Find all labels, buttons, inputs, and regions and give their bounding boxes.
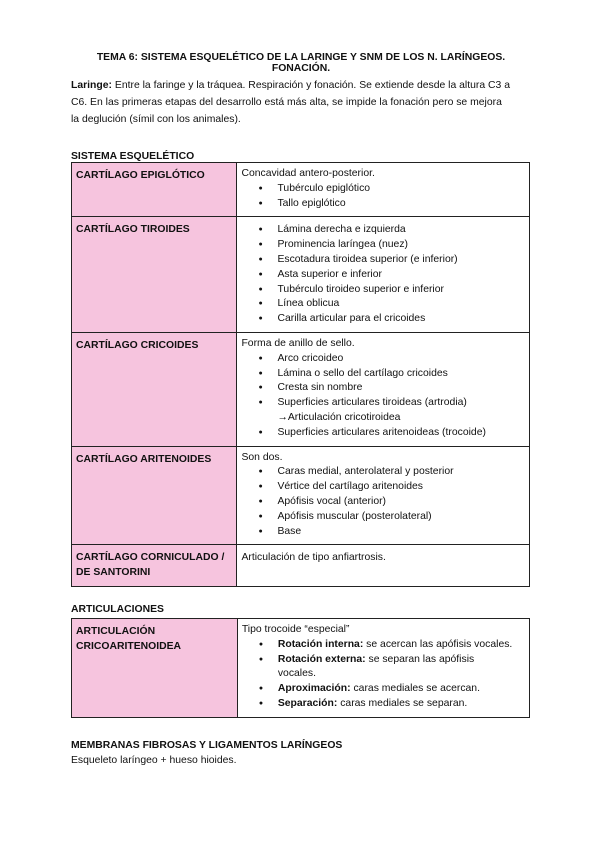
list-item-text: se acercan las apófisis vocales. bbox=[363, 638, 513, 650]
list-item-text: caras mediales se acercan. bbox=[350, 683, 480, 695]
list-item: ● Asta superior e inferior bbox=[277, 268, 525, 283]
list-item: ● Arco cricoideo bbox=[277, 352, 525, 367]
joint-table bbox=[71, 618, 530, 718]
row-heading: CARTÍLAGO TIROIDES bbox=[72, 217, 237, 333]
row-content bbox=[237, 332, 530, 446]
row-heading-line-2: DE SANTORINI bbox=[76, 567, 151, 579]
arrow-note: →Articulación cricotiroidea bbox=[277, 411, 401, 423]
row-description: Concavidad antero-posterior. bbox=[241, 168, 375, 179]
list-item: ● Escotadura tiroidea superior (e inferior) bbox=[277, 253, 525, 268]
row-content bbox=[237, 618, 529, 717]
bullet-list bbox=[241, 223, 525, 327]
list-item-term: Rotación externa: bbox=[277, 653, 366, 665]
table-row bbox=[72, 545, 530, 587]
document-title: TEMA 6: SISTEMA ESQUELÉTICO DE LA LARINGE Y SNM DE LOS N. LARÍNGEOS. FONACIÓN. bbox=[96, 52, 506, 74]
row-description: Articulación de tipo anfiartrosis. bbox=[241, 552, 386, 564]
intro-line-1: Entre la faringe y la tráquea. Respiración y fonación. Se extiende desde la altura C3 a bbox=[112, 80, 510, 91]
table-row bbox=[72, 332, 530, 446]
list-item-term: Rotación interna: bbox=[277, 638, 364, 650]
intro-label: Laringe: bbox=[71, 80, 112, 91]
list-item: ● Apófisis vocal (anterior) bbox=[277, 495, 525, 510]
row-content bbox=[237, 545, 530, 587]
intro-line-2: C6. En las primeras etapas del desarrollo está más alta, se impide la fonación pero se mejora bbox=[71, 97, 502, 108]
list-item-text: se separan las apófisis bbox=[365, 653, 475, 665]
list-item: ● Lámina o sello del cartílago cricoides bbox=[277, 367, 525, 382]
list-item: ● Superficies articulares aritenoideas (trocoide) bbox=[277, 426, 525, 441]
list-item-term: Separación: bbox=[277, 697, 338, 709]
row-heading bbox=[72, 618, 238, 717]
table-row bbox=[72, 217, 530, 333]
list-item: ● Cresta sin nombre bbox=[277, 381, 525, 396]
row-heading-line-1: ARTICULACIÓN bbox=[76, 625, 156, 637]
list-item bbox=[278, 653, 525, 683]
section-heading-joints: ARTICULACIONES bbox=[71, 603, 164, 615]
row-heading: CARTÍLAGO EPIGLÓTICO bbox=[72, 163, 237, 217]
list-item bbox=[278, 697, 525, 712]
list-item-continuation: vocales. bbox=[277, 668, 316, 680]
list-item: ● Tallo epiglótico bbox=[277, 197, 525, 212]
list-item-text: caras mediales se separan. bbox=[337, 697, 468, 709]
list-item: ● Caras medial, anterolateral y posterior bbox=[277, 465, 525, 480]
bullet-list bbox=[241, 426, 525, 441]
bullet-list bbox=[241, 352, 525, 411]
list-item: ● Base bbox=[277, 525, 525, 540]
row-heading: CARTÍLAGO ARITENOIDES bbox=[72, 446, 237, 545]
row-heading bbox=[72, 545, 237, 587]
section-heading-membranes: MEMBRANAS FIBROSAS Y LIGAMENTOS LARÍNGEOS bbox=[71, 739, 343, 751]
row-heading-line-1: CARTÍLAGO CORNICULADO / bbox=[76, 552, 225, 564]
list-item: ● Línea oblicua bbox=[277, 297, 525, 312]
section-heading-skeletal: SISTEMA ESQUELÉTICO bbox=[71, 151, 195, 162]
list-item: ● Vértice del cartílago aritenoides bbox=[277, 480, 525, 495]
row-description: Forma de anillo de sello. bbox=[241, 337, 355, 349]
row-content bbox=[237, 217, 530, 333]
table-row bbox=[72, 446, 530, 545]
list-item-term: Aproximación: bbox=[277, 683, 351, 695]
bullet-list bbox=[241, 465, 525, 539]
row-heading: CARTÍLAGO CRICOIDES bbox=[72, 332, 237, 446]
row-heading-line-2: CRICOARITENOIDEA bbox=[76, 640, 182, 652]
row-description: Tipo trocoide “especial” bbox=[241, 623, 350, 635]
intro-line-3: la deglución (símil con los animales). bbox=[71, 114, 241, 125]
bullet-list bbox=[241, 182, 525, 212]
list-item: ● Tubérculo tiroideo superior e inferior bbox=[277, 283, 525, 298]
membranes-text: Esqueleto laríngeo + hueso hioides. bbox=[71, 754, 237, 766]
cartilage-table bbox=[71, 162, 530, 587]
list-item: ● Superficies articulares tiroideas (artrodia) bbox=[277, 396, 525, 411]
table-row bbox=[72, 163, 530, 217]
document-page bbox=[71, 52, 531, 766]
bullet-list bbox=[242, 638, 525, 712]
list-item: ● Apófisis muscular (posterolateral) bbox=[277, 510, 525, 525]
intro-paragraph bbox=[71, 77, 531, 128]
row-content bbox=[237, 446, 530, 545]
list-item: ● Tubérculo epiglótico bbox=[277, 182, 525, 197]
row-description: Son dos. bbox=[241, 451, 283, 463]
list-item bbox=[278, 638, 525, 653]
list-item: ● Carilla articular para el cricoides bbox=[277, 312, 525, 327]
list-item: ● Prominencia laríngea (nuez) bbox=[277, 238, 525, 253]
row-content bbox=[237, 163, 530, 217]
table-row bbox=[72, 618, 530, 717]
list-item: ● Lámina derecha e izquierda bbox=[277, 223, 525, 238]
list-item bbox=[278, 682, 525, 697]
